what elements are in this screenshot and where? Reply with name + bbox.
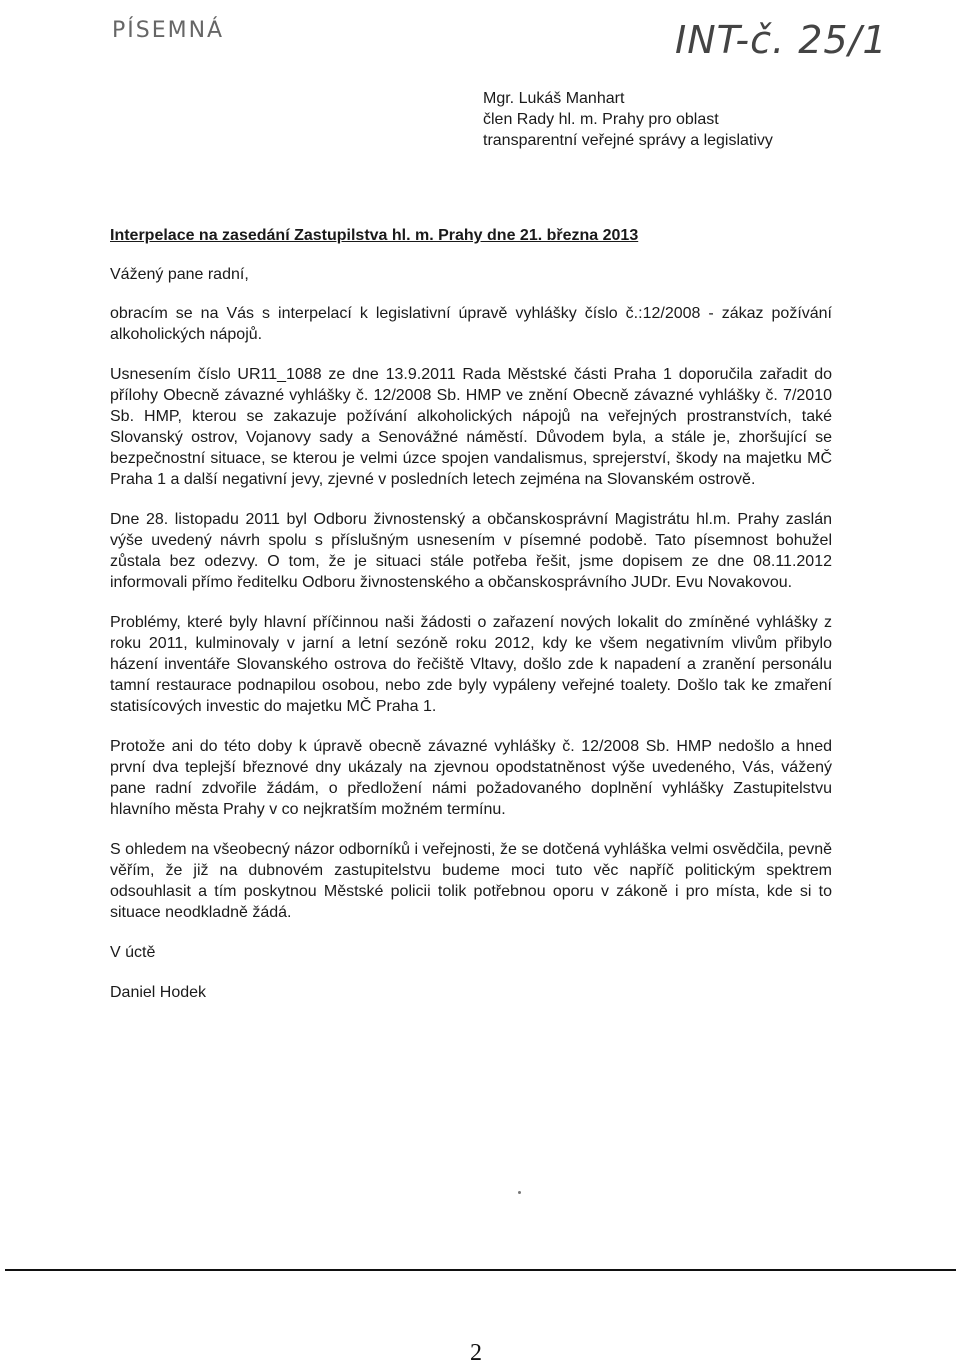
paragraph: Protože ani do této doby k úpravě obecně závazné vyhlášky č. 12/2008 Sb. HMP nedošlo a hned první dva teplejší březnové dny ukázaly na zjevnou opodstatněnost výše uvedeného, Vás, vážený pane radní zdvořile žádám, o předložení námi požadovaného doplnění vyhlášky Zastupitelstvu hlavního města Prahy v co nejkratším možném termínu. <box>110 738 832 818</box>
paragraph: Usnesením číslo UR11_1088 ze dne 13.9.2011 Rada Městské části Praha 1 doporučila zařadit do přílohy Obecně závazné vyhlášky č. 12/2008 Sb. HMP ve znění Obecně závazné vyhlášky č. 7/2010 Sb. HMP, kterou se zakazuje požívání alkoholických nápojů na veřejných prostranstvích, také Slovanský ostrov, Vojanovy sady a Senovážné náměstí. Důvodem byla, a stále je, zhoršující se bezpečnostní situace, se kterou je velmi úzce spojen vandalismus, sprejerství, škody na majetku MČ Praha 1 a další negativní jevy, zjevné v posledních letech zejména na Slovanském ostrově. <box>110 366 832 488</box>
sender-block <box>483 88 773 151</box>
sender-name: Mgr. Lukáš Manhart <box>483 90 625 107</box>
sender-area: transparentní veřejné správy a legislativy <box>483 132 773 149</box>
closing: V úctě <box>110 944 156 961</box>
signature: Daniel Hodek <box>110 984 207 1001</box>
paragraph: Dne 28. listopadu 2011 byl Odboru živnostenský a občanskosprávní Magistrátu hl.m. Prahy zaslán výše uvedený návrh spolu s příslušným usnesením v písemné podobě. Tato písemnost bohužel zůstala bez odezvy. O tom, že je situaci stále potřeba řešit, jsme dopisem ze dne 08.11.2012 informovali přímo ředitelku Odboru živnostenského a občanskosprávního JUDr. Evu Novakovou. <box>110 511 832 591</box>
letter-body <box>110 264 832 1003</box>
scan-speck <box>518 1191 521 1194</box>
page-number: 2 <box>470 1340 482 1366</box>
letter-subject: Interpelace na zasedání Zastupilstva hl. m. Prahy dne 21. března 2013 <box>110 227 639 244</box>
greeting: Vážený pane radní, <box>110 266 249 283</box>
page-divider <box>5 1269 956 1271</box>
sender-role: člen Rady hl. m. Prahy pro oblast <box>483 111 719 128</box>
paragraph: obracím se na Vás s interpelací k legislativní úpravě vyhlášky číslo č.:12/2008 - zákaz požívání alkoholických nápojů. <box>110 305 832 343</box>
handwritten-stamp-left: PÍSEMNÁ <box>112 18 225 43</box>
paragraph: Problémy, které byly hlavní příčinnou naši žádosti o zařazení nových lokalit do zmíněné vyhlášky z roku 2011, kulminovaly v jarní a letní sezóně roku 2012, kdy ke všem negativním vlivům přibylo házení inventáře Slovanského ostrova do řečiště Vltavy, došlo zde k napadení a zranění personálu tamní restaurace podnapilou osobou, nebo zde byly vypáleny veřejné toalety. Došlo tak ke zmaření statisícových investic do majetku MČ Praha 1. <box>110 614 832 715</box>
handwritten-reference-number: INT-č. 25/1 <box>675 18 888 62</box>
paragraph: S ohledem na všeobecný názor odborníků i veřejnosti, že se dotčená vyhláška velmi osvědčila, pevně věřím, že již na dubnovém zastupitelstvu budeme moci tuto věc napříč politickým spektrem odsouhlasit a tím poskytnou Městské policii tolik potřebnou oporu v zákoně i pro místa, kde si to situace neodkladně žádá. <box>110 841 832 921</box>
